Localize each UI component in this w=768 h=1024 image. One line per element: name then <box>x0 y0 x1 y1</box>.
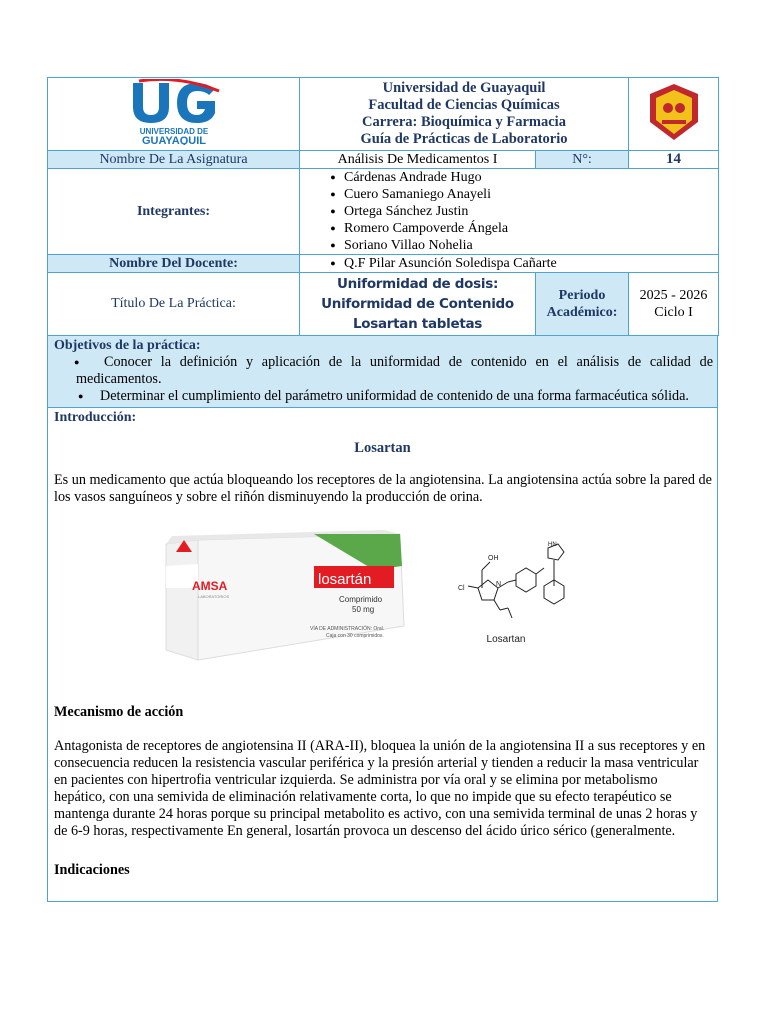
structure-cl: Cl <box>458 585 465 592</box>
objective-text: Conocer la definición y aplicación de la uniformidad de contenido en el análisis de calidad de medicamentos. <box>76 354 713 387</box>
structure-caption: Losartan <box>486 634 526 645</box>
teacher-name: ● Q.F Pilar Asunción Soledispa Cañarte <box>322 255 714 272</box>
practice-title-line: Uniformidad de dosis: <box>336 276 499 292</box>
university-name: Universidad de Guayaquil <box>382 80 546 96</box>
box-brand: AMSA <box>192 579 228 593</box>
career-name: Carrera: Bioquímica y Farmacia <box>362 114 566 130</box>
number-label: N°: <box>536 151 629 169</box>
objectives-section <box>47 336 718 408</box>
period-value: 2025 - 2026 <box>639 288 708 303</box>
structure-nh: HN <box>548 542 557 548</box>
intro-paragraph: Es un medicamento que actúa bloqueando los receptores de la angiotensina. La angiotensina actúa sobre la pared de los vasos sanguíneos y sobre el riñón disminuyendo la producción de orina. <box>54 472 712 505</box>
member-item: ● Cuero Samaniego Anayeli <box>322 186 718 203</box>
introduction-section <box>47 408 718 902</box>
intro-heading: Introducción: <box>54 410 137 425</box>
box-count: Caja con 30 comprimidos. <box>326 633 384 639</box>
mechanism-text: Antagonista de receptores de angiotensina II (ARA-II), bloquea la unión de la angiotensina II a sus receptores y en consecuencia reducen la resistencia vascular periférica y la presión arterial y tienden a reducir la masa ventricular en pacientes con hipertrofia ventricular izquierda. Se administra por vía oral y se elimina por metabolismo hepático, con una semivida de eliminación relativamente corta, lo que no impide que su efecto terapéutico se mantenga durante 24 horas porque su principal metabolito es activo, con una semivida terminal de unas 2 horas y de 6-9 horas, respectivamente En general, losartán provoca un descenso del ácido úrico sérico (generalmente. <box>54 738 706 839</box>
indications-heading: Indicaciones <box>54 862 130 878</box>
header-titles <box>300 78 629 151</box>
box-dose-1: Comprimido <box>339 595 383 604</box>
box-route: VÍA DE ADMINISTRACIÓN: Oral. <box>310 626 385 632</box>
practice-title-line: Losartan tabletas <box>352 316 483 332</box>
box-dose-2: 50 mg <box>352 605 375 614</box>
ug-logo <box>119 79 229 145</box>
logo-text-2: GUAYAQUIL <box>141 134 206 145</box>
mechanism-heading: Mecanismo de acción <box>54 704 184 720</box>
losartan-box-image <box>164 526 410 666</box>
guide-name: Guía de Prácticas de Laboratorio <box>360 131 568 147</box>
objective-text: Determinar el cumplimiento del parámetro uniformidad de contenido de una forma farmacéutica sólida. <box>100 388 689 404</box>
member-item: ● Cárdenas Andrade Hugo <box>322 169 718 186</box>
practice-title-line: Uniformidad de Contenido <box>321 296 514 312</box>
subject-value: Análisis De Medicamentos I <box>300 151 536 169</box>
losartan-structure-image <box>436 534 576 658</box>
drug-title: Losartan <box>354 440 411 456</box>
structure-oh: OH <box>488 555 499 562</box>
members-cell <box>300 169 719 255</box>
objective-item: ● Determinar el cumplimiento del parámetro uniformidad de contenido de una forma farmacéutica sólida. <box>48 388 717 407</box>
structure-n: N <box>496 581 502 588</box>
box-lab: LABORATORIOS <box>198 594 230 599</box>
member-item: ● Soriano Villao Nohelia <box>322 237 718 254</box>
logo-text-1: UNIVERSIDAD DE <box>139 126 208 136</box>
objective-item: ● Conocer la definición y aplicación de la uniformidad de contenido en el análisis de calidad de medicamentos. <box>74 354 713 387</box>
faculty-seal-icon <box>646 82 702 142</box>
teacher-cell <box>300 255 719 273</box>
practice-guide-page <box>47 77 718 902</box>
number-value: 14 <box>629 151 719 169</box>
members-label: Integrantes: <box>48 169 300 255</box>
header-table <box>47 77 719 336</box>
practice-title <box>300 273 536 336</box>
members-list <box>322 169 718 254</box>
member-item: ● Ortega Sánchez Justin <box>322 203 718 220</box>
objectives-heading: Objetivos de la práctica: <box>54 338 201 353</box>
subject-label: Nombre De La Asignatura <box>48 151 300 169</box>
teacher-label: Nombre Del Docente: <box>48 255 300 273</box>
cycle-value: Ciclo I <box>654 305 693 320</box>
box-name: losartán <box>318 571 372 588</box>
period-cell <box>629 273 719 336</box>
member-item: ● Romero Campoverde Ángela <box>322 220 718 237</box>
faculty-seal-cell <box>629 78 719 151</box>
ug-logo-cell <box>48 78 300 151</box>
faculty-name: Facultad de Ciencias Químicas <box>368 97 560 113</box>
period-label: Periodo Académico: <box>536 273 629 336</box>
practice-label: Título De La Práctica: <box>48 273 300 336</box>
